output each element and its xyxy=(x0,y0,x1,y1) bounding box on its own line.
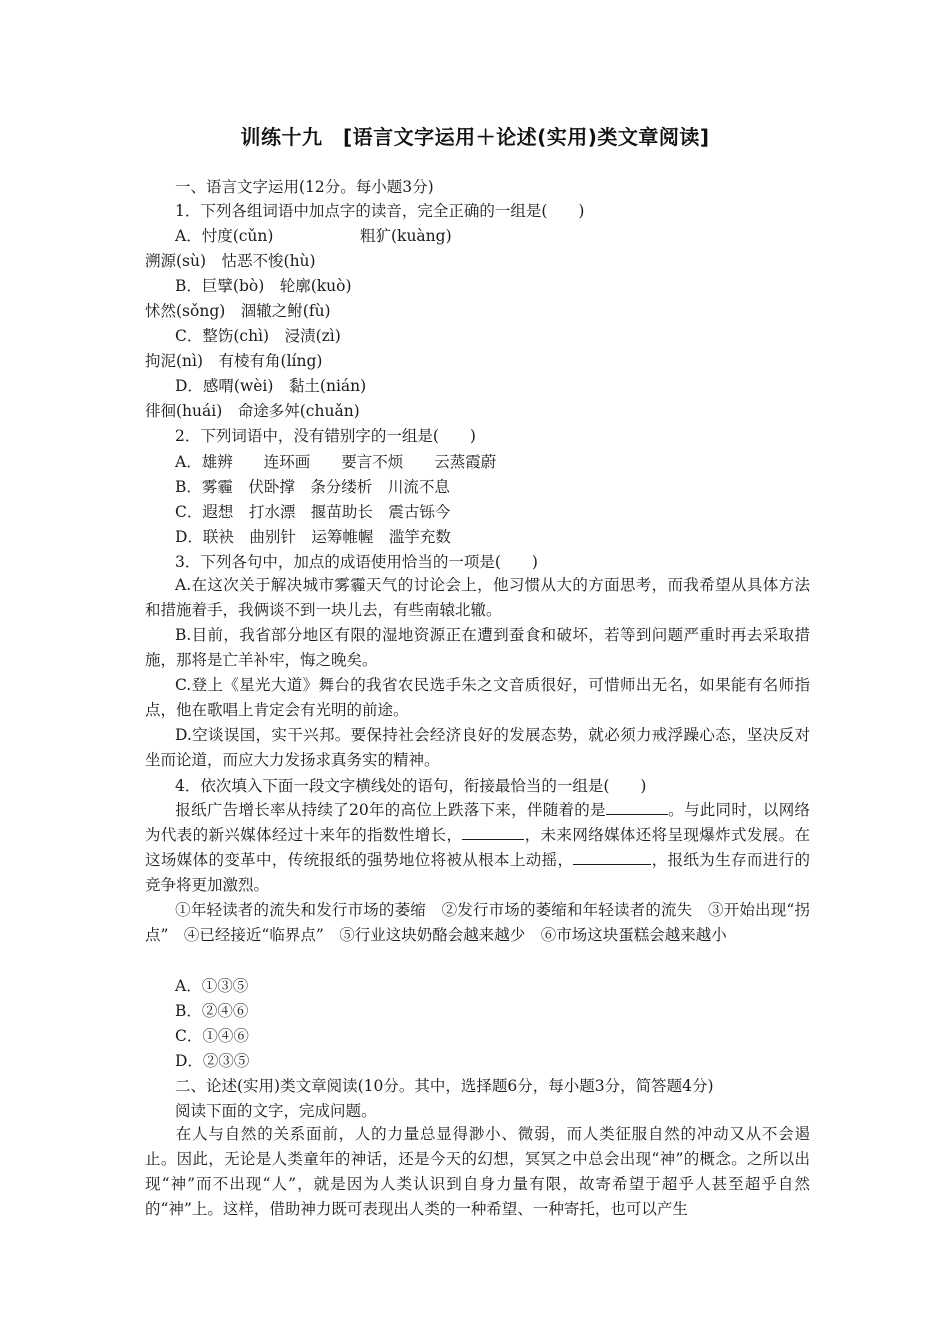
q4-option-a: A．①③⑤ xyxy=(175,977,249,995)
q4-passage-part4: ，报纸为生存而进行的竞争将更加激烈。 xyxy=(145,851,810,894)
q4-option-list xyxy=(145,898,810,948)
q4-passage-part2: 。与此同时，以网络为代表的新兴媒体经过十来年的指数性增长， xyxy=(145,801,810,844)
section2-passage-text: 在人与自然的关系面前，人的力量总显得渺小、微弱，而人类征服自然的冲动又从不会遏止。因此，无论是人类童年的神话，还是今天的幻想，冥冥之中总会出现“神”的概念。之所以出现“神”而不出现“人”，就是因为人类认识到自身力量有限，故寄希望于超乎人甚至超乎自然的“神”上。这样，借助神力既可表现出人类的一种希望、一种寄托，也可以产生 xyxy=(145,1125,810,1218)
q4-option-d: D．②③⑤ xyxy=(175,1052,250,1070)
q1-option-d-part2: 徘徊(huái) 命途多舛(chuǎn) xyxy=(145,402,360,420)
q3-stem: 3．下列各句中，加点的成语使用恰当的一项是( ) xyxy=(175,553,538,571)
q3-option-b-text: B.目前，我省部分地区有限的湿地资源正在遭到蚕食和破坏，若等到问题严重时再去采取措施，那将是亡羊补牢，悔之晚矣。 xyxy=(145,626,810,669)
q1-option-a-part3: 溯源(sù) 怙恶不悛(hù) xyxy=(145,252,316,270)
q1-option-b-part1: B．巨擘(bò) 轮廓(kuò) xyxy=(175,277,352,295)
q4-passage xyxy=(145,798,810,898)
section2-passage xyxy=(145,1122,810,1222)
q3-option-a xyxy=(145,573,810,623)
q1-option-d-part1: D．感喟(wèi) 黏土(nián) xyxy=(175,377,367,395)
blank-line-1 xyxy=(606,800,668,815)
q4-option-list-text: ①年轻读者的流失和发行市场的萎缩 ②发行市场的萎缩和年轻读者的流失 ③开始出现“拐点” ④已经接近“临界点” ⑤行业这块奶酪会越来越少 ⑥市场这块蛋糕会越来越小 xyxy=(145,901,810,944)
q4-passage-part1: 报纸广告增长率从持续了20年的高位上跌落下来，伴随着的是 xyxy=(175,801,606,819)
q2-option-c: C．遐想 打水漂 揠苗助长 震古铄今 xyxy=(175,503,451,521)
q1-option-c-part1: C．整饬(chì) 浸渍(zì) xyxy=(175,327,341,345)
q1-stem: 1．下列各组词语中加点字的读音，完全正确的一组是( ) xyxy=(175,202,585,220)
q4-option-c: C．①④⑥ xyxy=(175,1027,249,1045)
section2-instruction: 阅读下面的文字，完成问题。 xyxy=(175,1102,377,1120)
q3-option-d xyxy=(145,723,810,773)
q2-option-d: D．联袂 曲别针 运筹帷幄 滥竽充数 xyxy=(175,528,451,546)
q1-option-a-part1: A．忖度(cǔn) xyxy=(175,227,274,245)
q3-option-c-text: C.登上《星光大道》舞台的我省农民选手朱之文音质很好，可惜师出无名，如果能有名师指点，他在歌唱上肯定会有光明的前途。 xyxy=(145,676,810,719)
q3-option-b xyxy=(145,623,810,673)
section1-heading: 一、语言文字运用(12分。每小题3分) xyxy=(175,178,434,196)
q3-option-c xyxy=(145,673,810,723)
section2-heading: 二、论述(实用)类文章阅读(10分。其中，选择题6分，每小题3分，简答题4分) xyxy=(175,1077,714,1095)
q3-option-d-text: D.空谈误国，实干兴邦。要保持社会经济良好的发展态势，就必须力戒浮躁心态，坚决反对坐而论道，而应大力发扬求真务实的精神。 xyxy=(145,726,810,769)
q4-stem: 4．依次填入下面一段文字横线处的语句，衔接最恰当的一组是( ) xyxy=(175,777,647,795)
q2-option-a: A．雄辨 连环画 要言不烦 云蒸霞蔚 xyxy=(175,453,497,471)
q4-option-b: B．②④⑥ xyxy=(175,1002,249,1020)
q3-option-a-text: A.在这次关于解决城市雾霾天气的讨论会上，他习惯从大的方面思考，而我希望从具体方法和措施着手，我俩谈不到一块儿去，有些南辕北辙。 xyxy=(145,576,810,619)
q2-stem: 2．下列词语中，没有错别字的一组是( ) xyxy=(175,427,476,445)
page-title: 训练十九 [语言文字运用＋论述(实用)类文章阅读] xyxy=(240,125,710,149)
q1-option-b-part2: 怵然(sǒng) 涸辙之鲋(fù) xyxy=(145,302,331,320)
q2-option-b: B．雾霾 伏卧撑 条分缕析 川流不息 xyxy=(175,478,450,496)
blank-line-2 xyxy=(462,825,524,840)
q4-passage-part3: ，未来网络媒体还将呈现爆炸式发展。在这场媒体的变革中，传统报纸的强势地位将被从根本上动摇， xyxy=(145,826,810,869)
blank-line-3 xyxy=(573,850,651,865)
q1-option-c-part2: 拘泥(nì) 有棱有角(líng) xyxy=(145,352,323,370)
q1-option-a-part2: 粗犷(kuàng) xyxy=(360,227,452,245)
